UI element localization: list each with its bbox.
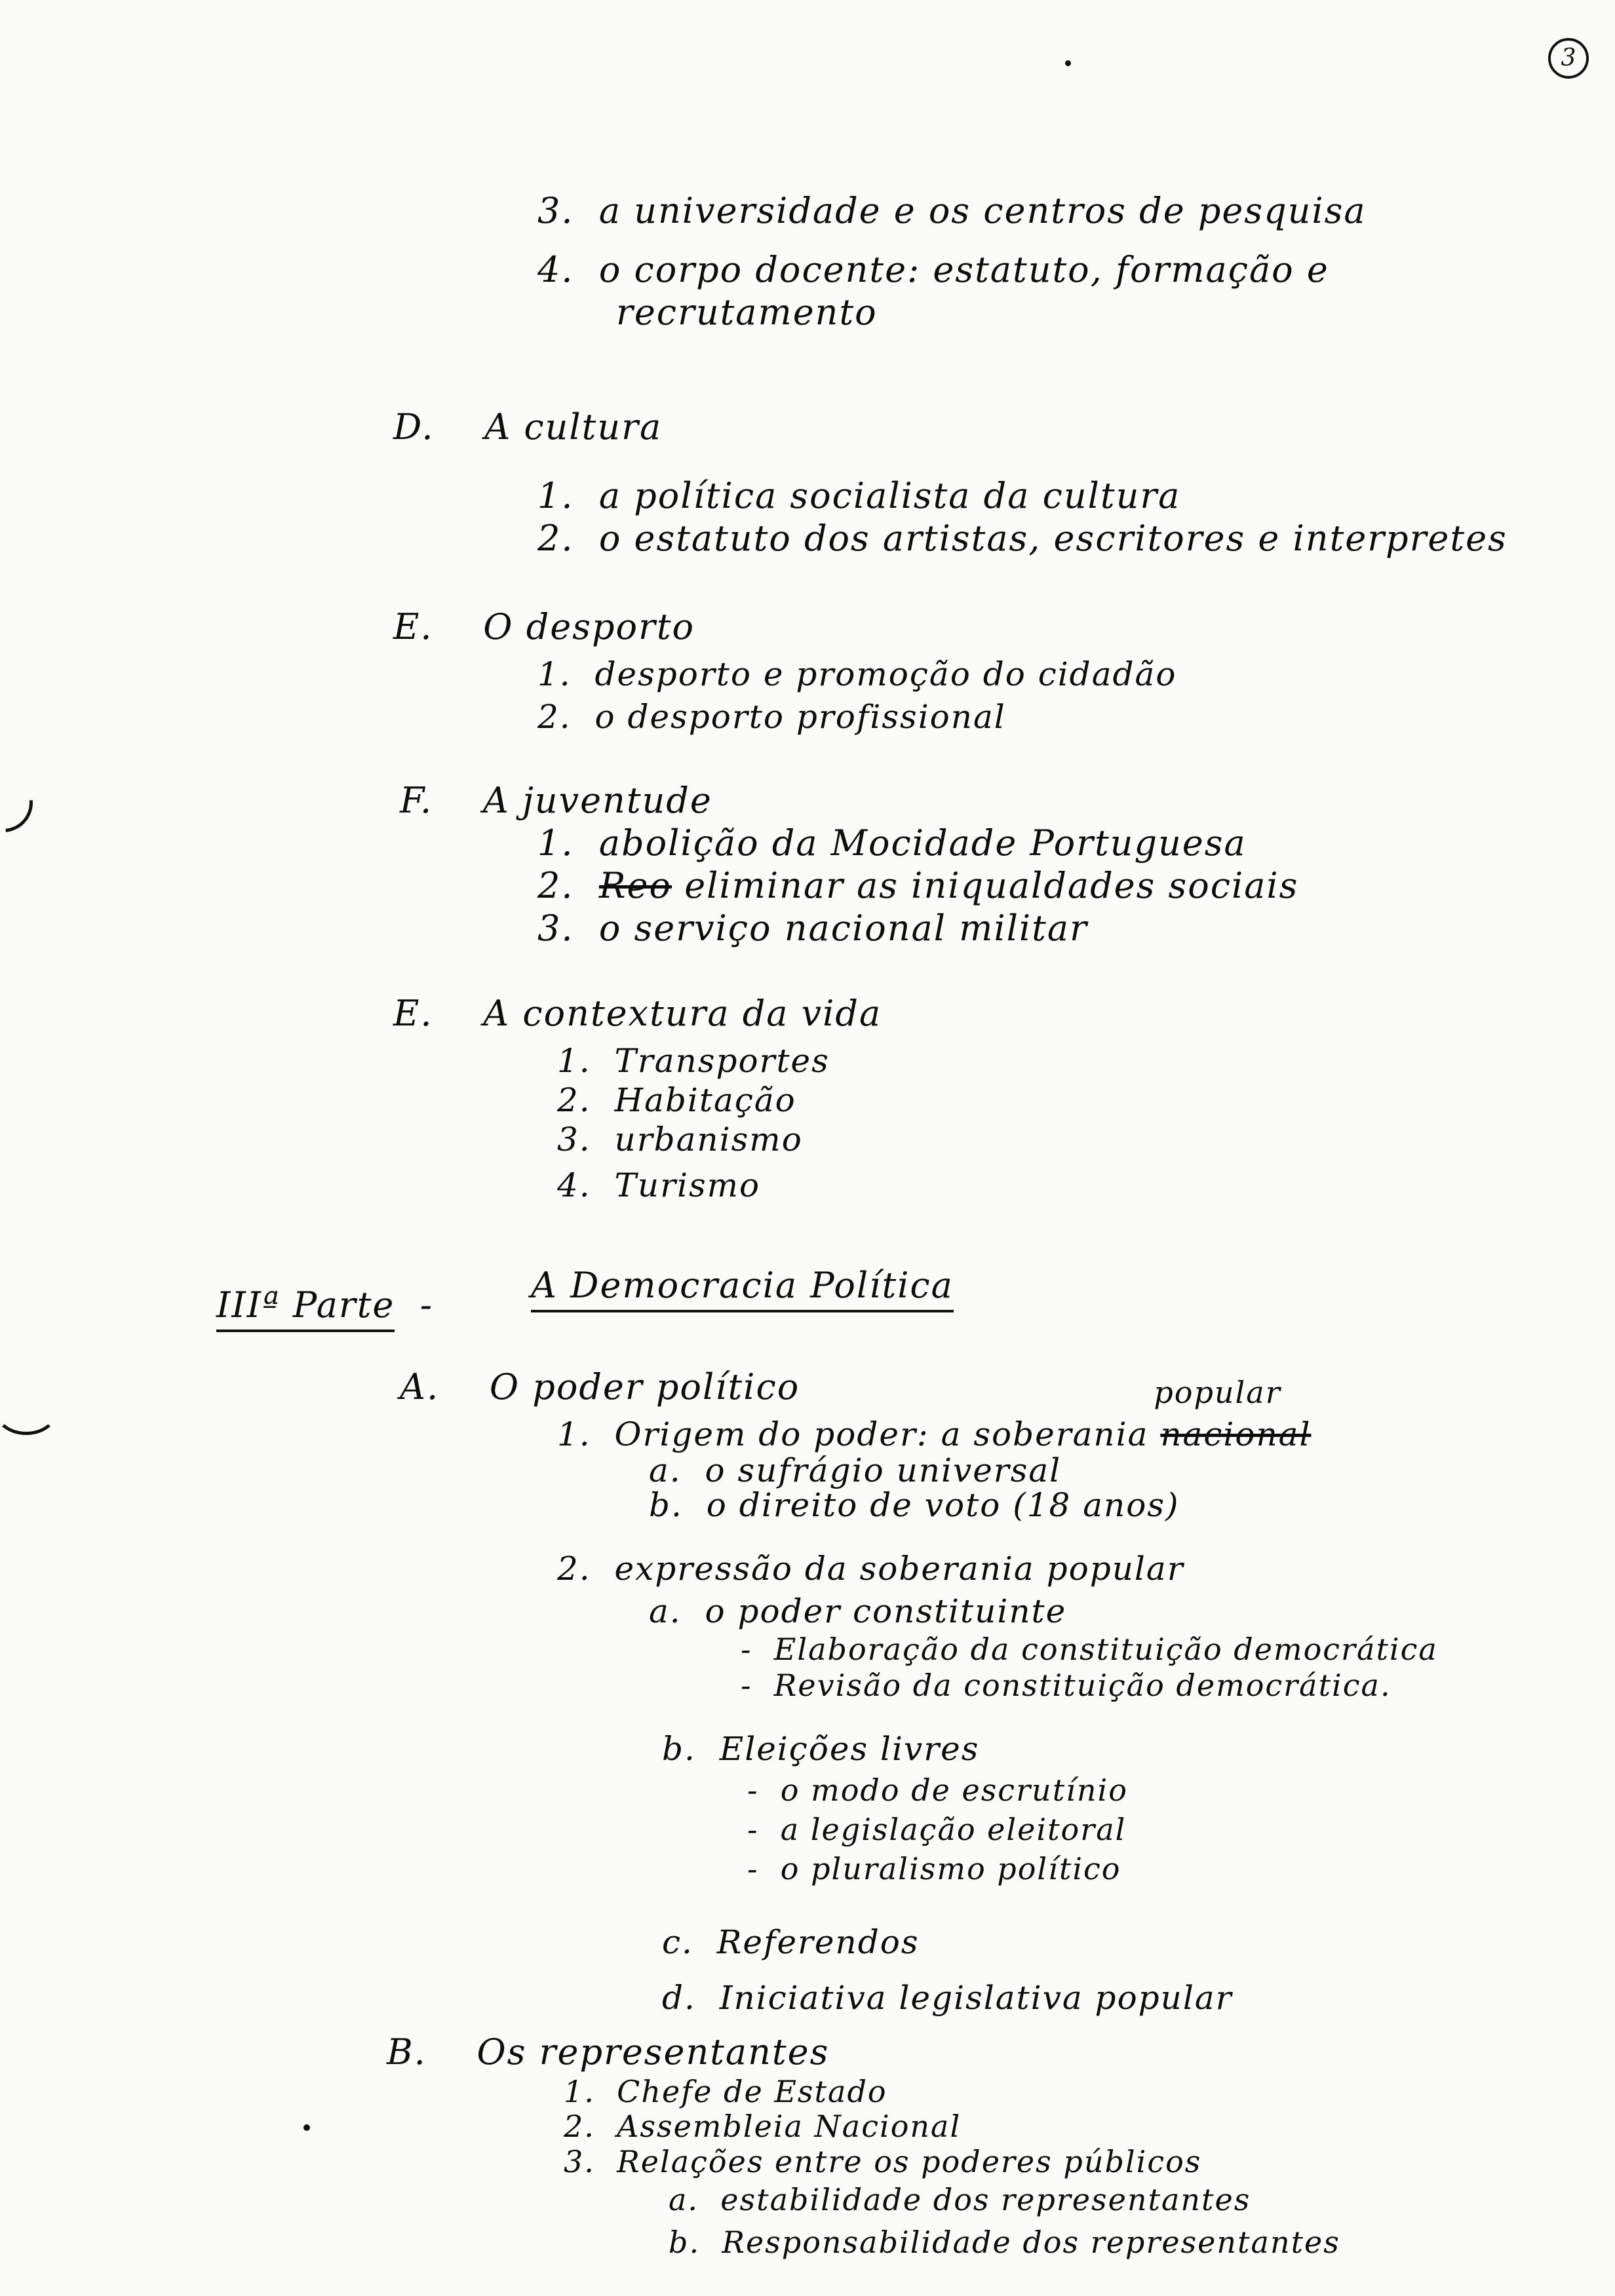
- bullet-item: - a legislação eleitoral: [747, 1812, 1127, 1847]
- list-item: 3. urbanismo: [557, 1120, 803, 1158]
- ink-dot: [1065, 60, 1071, 66]
- list-item: 1. desporto e promoção do cidadão: [537, 655, 1177, 693]
- bullet-item: - Elaboração da constituição democrática: [741, 1632, 1438, 1667]
- sub-item: a. o poder constituinte: [649, 1592, 1067, 1630]
- ink-dot: [303, 2124, 310, 2131]
- list-item: 1. abolição da Mocidade Portuguesa: [537, 822, 1247, 864]
- list-item: 2. Habitação: [557, 1081, 796, 1119]
- list-item: 2. o desporto profissional: [537, 698, 1006, 736]
- list-item: 3. Relações entre os poderes públicos: [564, 2144, 1202, 2179]
- sub-item: a. estabilidade dos representantes: [669, 2182, 1251, 2217]
- list-item: 2. o estatuto dos artistas, escritores e interpretes: [537, 518, 1508, 559]
- sub-item: c. Referendos: [662, 1923, 920, 1961]
- part-heading-title: A Democracia Política: [531, 1265, 954, 1306]
- list-item: 1. a política socialista da cultura: [537, 475, 1181, 516]
- list-item: 2. expressão da soberania popular: [557, 1550, 1184, 1588]
- list-item: 1. Transportes: [557, 1042, 830, 1080]
- part-heading-label: IIIª Parte -: [216, 1284, 433, 1326]
- section-heading: E. O desporto: [393, 606, 695, 647]
- sub-item: a. o sufrágio universal: [649, 1451, 1062, 1489]
- bullet-item: - Revisão da constituição democrática.: [741, 1668, 1391, 1703]
- sub-item: b. Eleições livres: [662, 1730, 980, 1768]
- sub-item: d. Iniciativa legislativa popular: [662, 1979, 1233, 2017]
- list-item: 4. o corpo docente: estatuto, formação e: [537, 249, 1329, 290]
- sub-item: b. o direito de voto (18 anos): [649, 1486, 1180, 1524]
- bullet-item: - o pluralismo político: [747, 1851, 1121, 1886]
- punch-hole-mark-bottom: [0, 1383, 59, 1435]
- page-number: 3: [1548, 38, 1589, 79]
- struck-word: nacional: [1160, 1415, 1312, 1453]
- list-item: 3. o serviço nacional militar: [537, 908, 1088, 949]
- list-item: 1. Origem do poder: a soberania nacional popular: [557, 1375, 1312, 1453]
- section-heading: F. A juventude: [400, 780, 712, 821]
- punch-hole-mark-top: [0, 761, 45, 845]
- bullet-item: - o modo de escrutínio: [747, 1772, 1128, 1808]
- sub-item: b. Responsabilidade dos representantes: [669, 2225, 1340, 2260]
- inserted-word: popular: [1154, 1375, 1281, 1410]
- struck-word: Reo: [598, 865, 672, 906]
- list-item: 3. a universidade e os centros de pesquisa: [537, 190, 1367, 231]
- list-item: 2. Reo eliminar as iniqualdades sociais: [537, 865, 1299, 906]
- section-heading: D. A cultura: [393, 406, 663, 448]
- section-heading: B. Os representantes: [387, 2031, 830, 2073]
- list-item: 2. Assembleia Nacional: [564, 2109, 962, 2144]
- list-item-continuation: recrutamento: [616, 292, 878, 333]
- list-item: 1. Chefe de Estado: [564, 2074, 887, 2109]
- list-item: 4. Turismo: [557, 1166, 761, 1204]
- section-heading: A. O poder político: [400, 1366, 800, 1407]
- section-heading: E. A contextura da vida: [393, 993, 882, 1034]
